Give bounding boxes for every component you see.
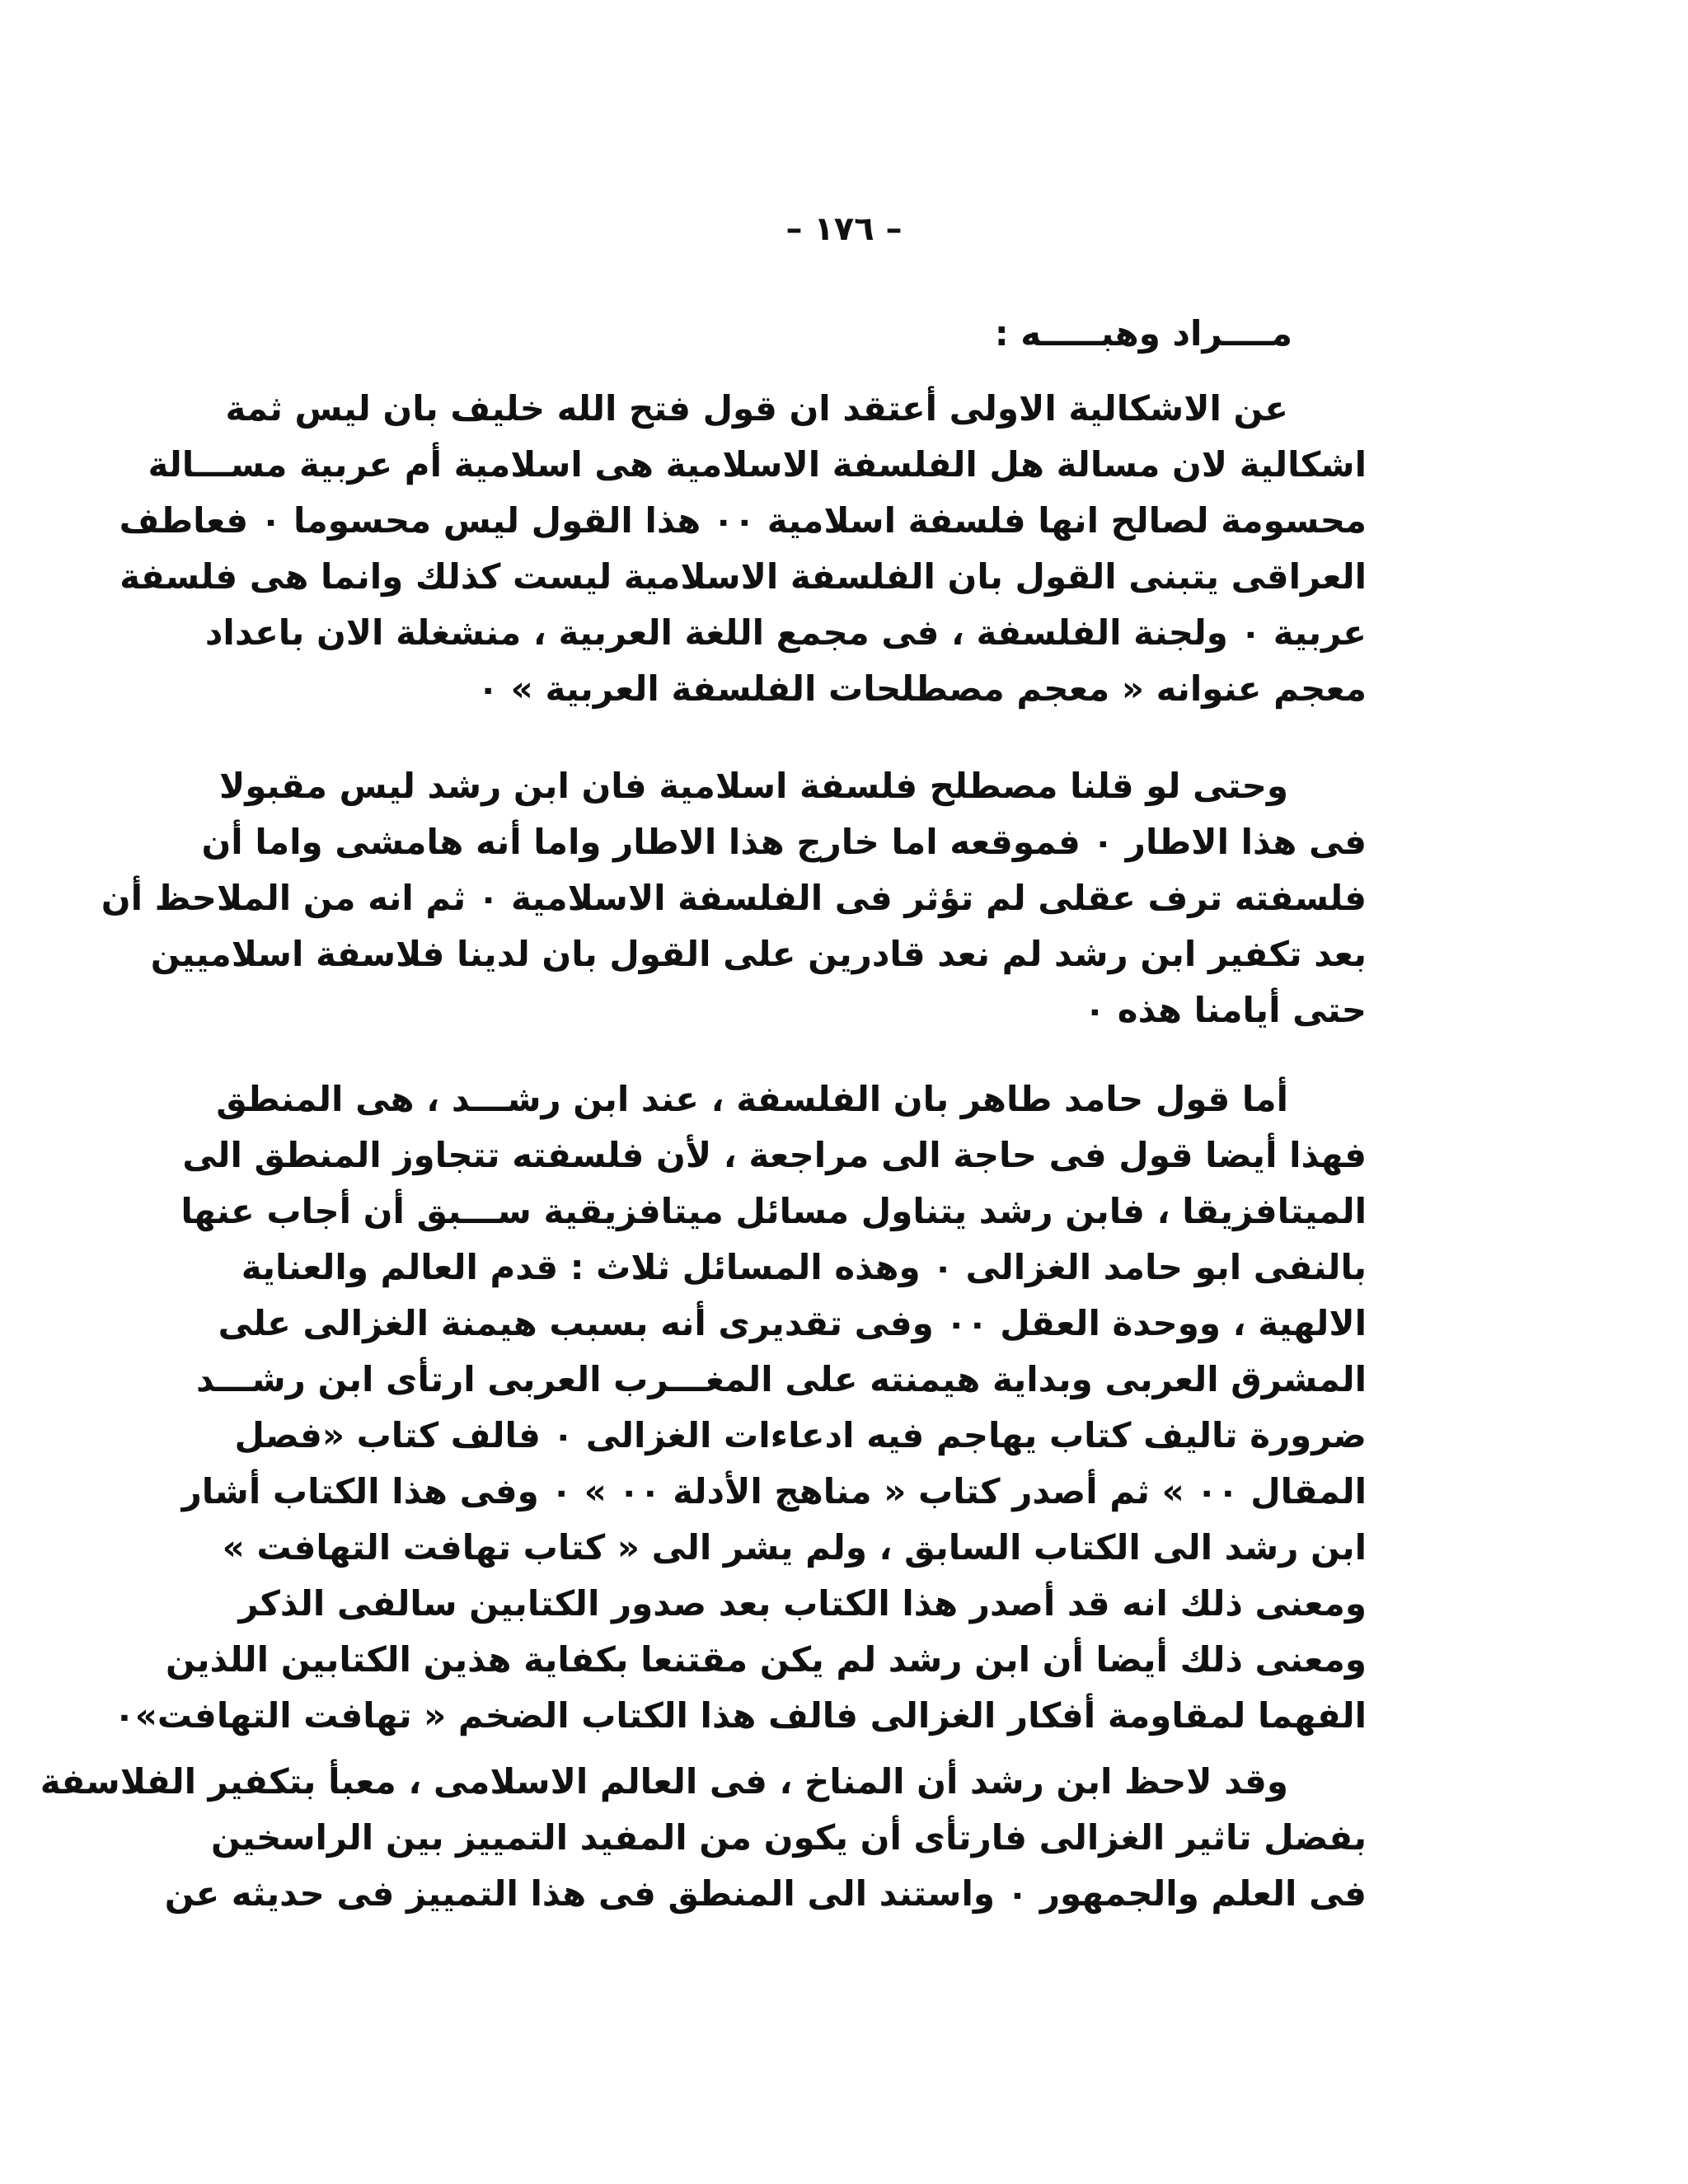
text-line: محسومة لصالح انها فلسفة اسلامية ٠٠ هذا القول ليس محسوما ٠ فعاطف — [119, 500, 1367, 541]
text-line: ابن رشد الى الكتاب السابق ، ولم يشر الى « كتاب تهافت التهافت » — [222, 1527, 1367, 1568]
text-line: فى هذا الاطار ٠ فموقعه اما خارج هذا الاطار واما أنه هامشى واما أن — [201, 822, 1367, 862]
text-line: المقال ٠٠ » ثم أصدر كتاب « مناهج الأدلة ٠٠ » ٠ وفى هذا الكتاب أشار — [181, 1471, 1367, 1511]
paragraph-3 — [114, 1071, 1367, 1744]
text-line: اشكالية لان مسالة هل الفلسفة الاسلامية هى اسلامية أم عربية مســـالة — [148, 444, 1367, 485]
paragraph-2 — [101, 758, 1367, 1038]
text-line: العراقى يتبنى القول بان الفلسفة الاسلامية ليست كذلك وانما هى فلسفة — [120, 556, 1367, 597]
paragraph-4 — [40, 1754, 1367, 1922]
text-line: حتى أيامنا هذه ٠ — [1084, 990, 1367, 1030]
paragraph-1 — [119, 381, 1367, 717]
text-line: بفضل تاثير الغزالى فارتأى أن يكون من المفيد التمييز بين الراسخين — [211, 1817, 1367, 1858]
text-line: فلسفته ترف عقلى لم تؤثر فى الفلسفة الاسلامية ٠ ثم انه من الملاحظ أن — [101, 878, 1367, 918]
text-line: عربية ٠ ولجنة الفلسفة ، فى مجمع اللغة العربية ، منشغلة الان باعداد — [204, 612, 1367, 653]
text-line: ومعنى ذلك أيضا أن ابن رشد لم يكن مقتنعا بكفاية هذين الكتابين اللذين — [165, 1639, 1367, 1680]
text-line: أما قول حامد طاهر بان الفلسفة ، عند ابن رشـــد ، هى المنطق — [216, 1079, 1288, 1119]
text-line: عن الاشكالية الاولى أعتقد ان قول فتح الله خليف بان ليس ثمة — [225, 388, 1288, 429]
page-number: – ١٧٦ – — [785, 210, 903, 248]
text-line: فهذا أيضا قول فى حاجة الى مراجعة ، لأن فلسفته تتجاوز المنطق الى — [182, 1135, 1367, 1175]
text-line: ومعنى ذلك انه قد أصدر هذا الكتاب بعد صدور الكتابين سالفى الذكر — [238, 1583, 1367, 1624]
text-line: الالهية ، ووحدة العقل ٠٠ وفى تقديرى أنه بسبب هيمنة الغزالى على — [218, 1303, 1367, 1343]
text-line: المشرق العربى وبداية هيمنته على المغـــرب العربى ارتأى ابن رشـــد — [196, 1359, 1367, 1399]
speaker-heading: مــــراد وهبـــــه : — [994, 313, 1292, 354]
text-line: فى العلم والجمهور ٠ واستند الى المنطق فى هذا التمييز فى حديثه عن — [164, 1873, 1367, 1914]
text-line: وقد لاحظ ابن رشد أن المناخ ، فى العالم الاسلامى ، معبأ بتكفير الفلاسفة — [40, 1761, 1288, 1802]
text-line: بعد تكفير ابن رشد لم نعد قادرين على القول بان لدينا فلاسفة اسلاميين — [150, 934, 1367, 974]
text-line: وحتى لو قلنا مصطلح فلسفة اسلامية فان ابن رشد ليس مقبولا — [219, 766, 1288, 806]
text-line: الميتافزيقا ، فابن رشد يتناول مسائل ميتافزيقية ســـبق أن أجاب عنها — [181, 1191, 1367, 1231]
text-line: معجم عنوانه « معجم مصطلحات الفلسفة العربية » ٠ — [477, 668, 1367, 709]
text-line: الفهما لمقاومة أفكار الغزالى فالف هذا الكتاب الضخم « تهافت التهافت»٠ — [114, 1695, 1367, 1736]
text-line: ضرورة تاليف كتاب يهاجم فيه ادعاءات الغزالى ٠ فالف كتاب «فصل — [234, 1415, 1367, 1455]
text-line: بالنفى ابو حامد الغزالى ٠ وهذه المسائل ثلاث : قدم العالم والعناية — [241, 1247, 1367, 1287]
